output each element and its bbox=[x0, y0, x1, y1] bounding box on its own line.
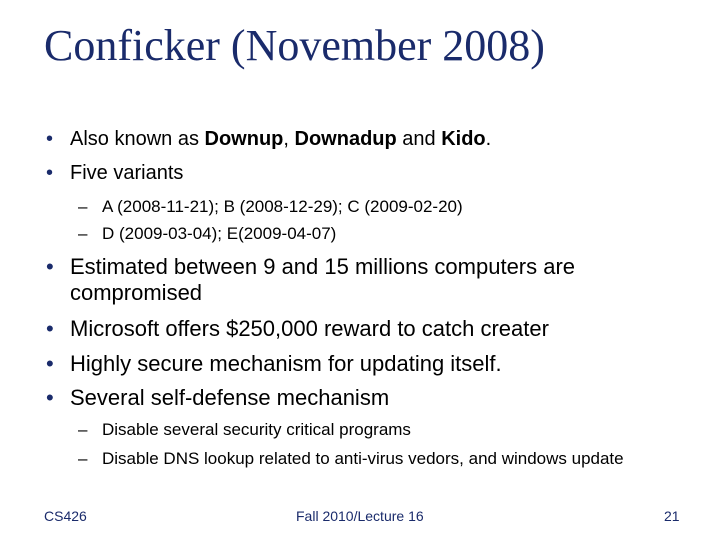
sub-bullet-text: D (2009-03-04); E(2009-04-07) bbox=[102, 224, 337, 243]
bullet-text: Microsoft offers $250,000 reward to catch creater bbox=[70, 316, 549, 341]
bullet-text: Estimated between 9 and 15 millions computers are compromised bbox=[70, 254, 576, 305]
bullet-text: Five variants bbox=[70, 162, 184, 184]
bullet-marker: • bbox=[46, 385, 54, 410]
sub-bullet-text: A (2008-11-21); B (2008-12-29); C (2009-02-20) bbox=[102, 197, 463, 216]
aka-separator: and bbox=[396, 128, 442, 150]
bullet-text: Several self-defense mechanism bbox=[70, 385, 390, 410]
slide-title: Conficker (November 2008) bbox=[44, 21, 545, 70]
sub-bullet-text: Disable DNS lookup related to anti-virus vedors, and windows update bbox=[102, 449, 624, 468]
alias-downup: Downup bbox=[204, 128, 284, 150]
aka-separator: , bbox=[283, 128, 295, 150]
dash-marker: – bbox=[78, 197, 88, 216]
bullet-marker: • bbox=[46, 351, 54, 376]
bullet-marker: • bbox=[46, 128, 54, 150]
aka-prefix: Also known as bbox=[70, 128, 205, 150]
bullet-marker: • bbox=[46, 316, 54, 341]
bullet-marker: • bbox=[46, 254, 54, 279]
alias-downadup: Downadup bbox=[294, 128, 397, 150]
footer-lecture: Fall 2010/Lecture 16 bbox=[296, 508, 424, 524]
dash-marker: – bbox=[78, 224, 88, 243]
dash-marker: – bbox=[78, 420, 88, 439]
alias-kido: Kido bbox=[441, 128, 486, 150]
dash-marker: – bbox=[78, 449, 88, 468]
footer-page-number: 21 bbox=[664, 508, 680, 524]
bullet-text bbox=[70, 127, 670, 151]
bullet-marker: • bbox=[46, 162, 54, 184]
footer-course: CS426 bbox=[44, 508, 87, 524]
aka-end: . bbox=[485, 128, 492, 150]
bullet-text: Highly secure mechanism for updating itself. bbox=[70, 351, 502, 376]
sub-bullet-text: Disable several security critical programs bbox=[102, 420, 411, 439]
